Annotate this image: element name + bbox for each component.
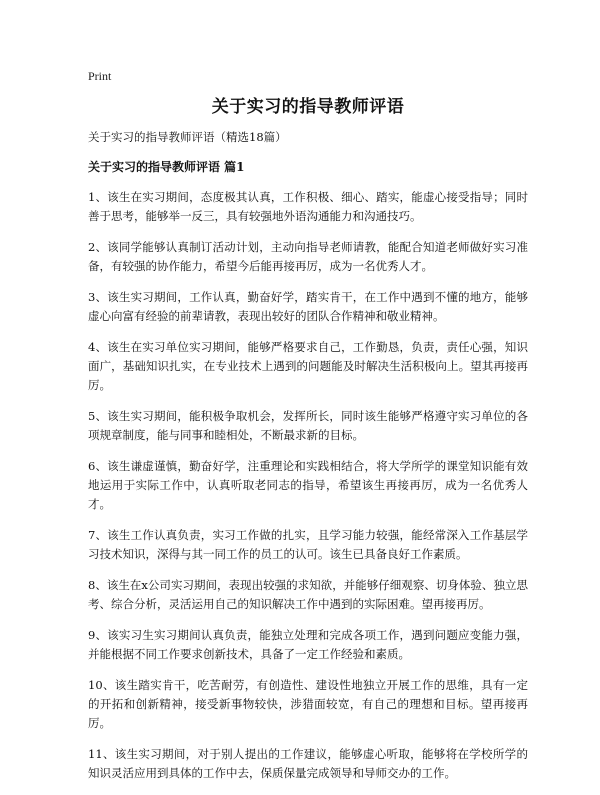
paragraph: 4、该生在实习单位实习期间，能够严格要求自己，工作勤恳，负责，责任心强，知识面广，基础知识扎实，在专业技术上遇到的问题能及时解决生活积极向上。望其再接再厉。 <box>88 340 528 392</box>
paragraph: 11、该生实习期间，对于别人提出的工作建议，能够虚心听取，能够将在学校所学的知识灵活应用到具体的工作中去，保质保量完成领导和导师交办的工作。 <box>88 747 528 780</box>
paragraph: 9、该实习生实习期间认真负责，能独立处理和完成各项工作，遇到问题应变能力强，并能根据不同工作要求创新技术，具备了一定工作经验和素质。 <box>88 628 528 661</box>
paragraph: 1、该生在实习期间，态度极其认真，工作积极、细心、踏实，能虚心接受指导；同时善于思考，能够举一反三，具有较强地外语沟通能力和沟通技巧。 <box>88 190 528 223</box>
paragraph: 10、该生踏实肯干，吃苦耐劳，有创造性、建设性地独立开展工作的思维，具有一定的开拓和创新精神，接受新事物较快，涉猎面较宽，有自己的理想和目标。望再接再厉。 <box>88 678 528 730</box>
print-link[interactable]: Print <box>88 69 112 83</box>
paragraph: 8、该生在x公司实习期间，表现出较强的求知欲，并能够仔细观察、切身体验、独立思考、综合分析，灵活运用自己的知识解决工作中遇到的实际困难。望再接再厉。 <box>88 578 528 611</box>
paragraph: 5、该生实习期间，能积极争取机会，发挥所长，同时该生能够严格遵守实习单位的各项规章制度，能与同事和睦相处，不断最求新的目标。 <box>88 409 528 442</box>
section-heading: 关于实习的指导教师评语 篇1 <box>88 160 245 174</box>
document-subtitle: 关于实习的指导教师评语（精选18篇） <box>88 130 287 144</box>
document-page <box>88 68 528 795</box>
paragraph: 3、该生实习期间，工作认真，勤奋好学，踏实肯干，在工作中遇到不懂的地方，能够虚心向富有经验的前辈请教，表现出较好的团队合作精神和敬业精神。 <box>88 290 528 323</box>
document-title: 关于实习的指导教师评语 <box>211 97 405 117</box>
paragraph: 7、该生工作认真负责，实习工作做的扎实，且学习能力较强，能经常深入工作基层学习技术知识，深得与其一同工作的员工的认可。该生已具备良好工作素质。 <box>88 528 528 561</box>
paragraph: 2、该同学能够认真制订活动计划，主动向指导老师请教，能配合知道老师做好实习准备，有较强的协作能力，希望今后能再接再厉，成为一名优秀人才。 <box>88 240 528 273</box>
paragraph: 6、该生谦虚谨慎，勤奋好学，注重理论和实践相结合，将大学所学的课堂知识能有效地运用于实际工作中，认真听取老同志的指导，希望该生再接再厉，成为一名优秀人才。 <box>88 459 528 511</box>
